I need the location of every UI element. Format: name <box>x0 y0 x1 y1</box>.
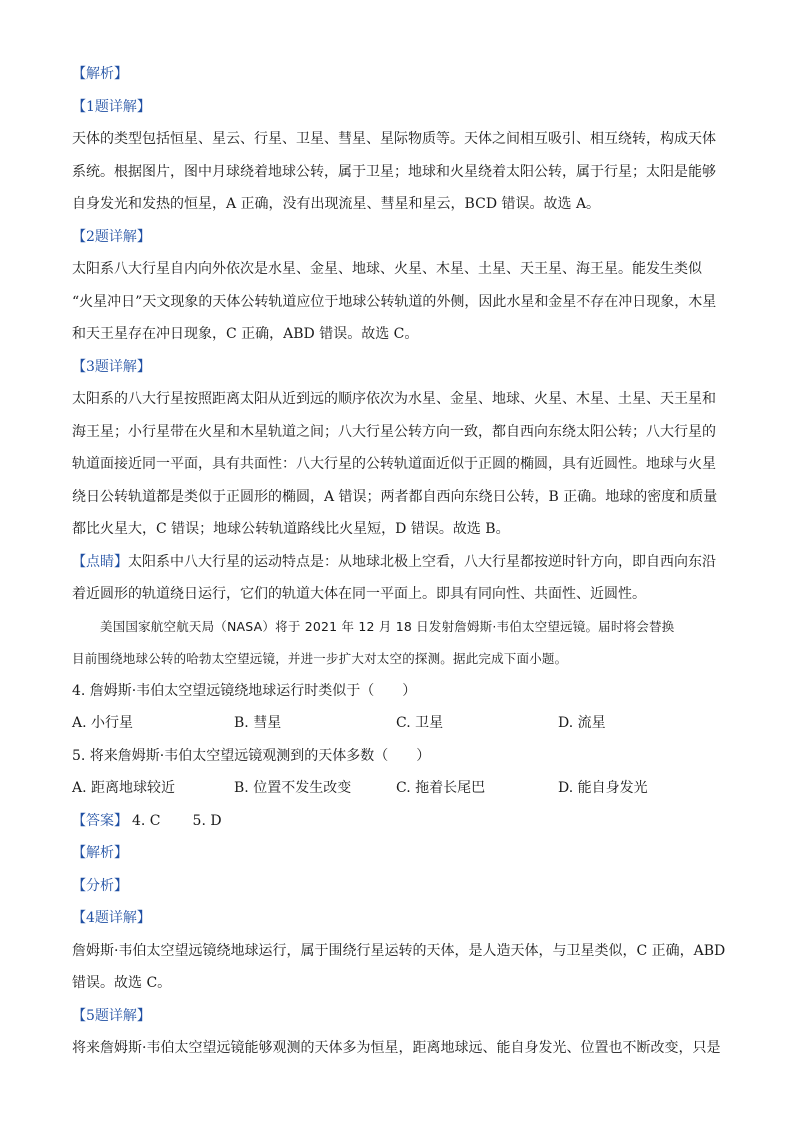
q3-text-line: 绕日公转轨道都是类似于正圆形的椭圆，A 错误；两者都自西向东绕日公转，B 正确。地球的密度和质量 <box>72 488 718 505</box>
q4-text-line: 错误。故选 C。 <box>72 975 172 991</box>
q2-text-line: 和天王星存在冲日现象，C 正确，ABD 错误。故选 C。 <box>72 326 419 342</box>
q3-text-line: 都比火星大，C 错误；地球公转轨道路线比火星短，D 错误。故选 B。 <box>72 521 510 537</box>
dianjing-text: 太阳系中八大行星的运动特点是：从地球北极上空看，八大行星都按逆时针方向，即自西向东沿 <box>128 553 716 570</box>
q4-option-a: A. 小行星 <box>72 715 134 731</box>
section-heading-jiexi: 【解析】 <box>72 66 128 82</box>
q3-text-line: 太阳系的八大行星按照距离太阳从近到远的顺序依次为水星、金星、地球、火星、木星、土星、天王星和 <box>72 391 716 407</box>
q1-heading: 【1题详解】 <box>72 98 151 115</box>
answer-4: 4. C <box>132 812 161 829</box>
dianjing-text-line: 着近圆形的轨道绕日运行，它们的轨道大体在同一平面上。即具有同向性、共面性、近圆性。 <box>72 586 646 602</box>
passage-line: 美国国家航空航天局（NASA）将于 2021 年 12 月 18 日发射詹姆斯·韦伯太空望远镜。届时将会替换 <box>100 618 675 634</box>
q5-option-d: D. 能自身发光 <box>558 780 648 796</box>
q3-heading: 【3题详解】 <box>72 358 151 375</box>
q5-heading: 【5题详解】 <box>72 1007 151 1024</box>
q1-text-line: 天体的类型包括恒星、星云、行星、卫星、彗星、星际物质等。天体之间相互吸引、相互绕转，构成天体 <box>72 131 716 147</box>
section-heading-fenxi: 【分析】 <box>72 877 128 894</box>
answer-5: 5. D <box>192 812 222 829</box>
q5-text-line: 将来詹姆斯·韦伯太空望远镜能够观测的天体多为恒星，距离地球远、能自身发光、位置也不断改变，只是 <box>72 1040 721 1056</box>
answer-line <box>72 805 722 838</box>
q4-text-line: 詹姆斯·韦伯太空望远镜绕地球运行，属于围绕行星运转的天体，是人造天体，与卫星类似，C 正确，ABD <box>72 942 726 959</box>
q4-options <box>72 707 722 740</box>
q5-option-a: A. 距离地球较近 <box>72 780 176 796</box>
q4-option-b: B. 彗星 <box>234 715 282 731</box>
q4-stem: 4. 詹姆斯·韦伯太空望远镜绕地球运行时类似于（ ） <box>72 682 417 699</box>
q5-stem: 5. 将来詹姆斯·韦伯太空望远镜观测到的天体多数（ ） <box>72 747 431 764</box>
q5-option-c: C. 拖着长尾巴 <box>396 780 486 796</box>
q3-text-line: 轨道面接近同一平面，具有共面性：八大行星的公转轨道面近似于正圆的椭圆，具有近圆性。地球与火星 <box>72 456 716 472</box>
q4-option-c: C. 卫星 <box>396 715 444 731</box>
section-heading-jiexi: 【解析】 <box>72 845 128 861</box>
q5-option-b: B. 位置不发生改变 <box>234 780 352 796</box>
q3-text-line: 海王星；小行星带在火星和木星轨道之间；八大行星公转方向一致，都自西向东绕太阳公转；八大行星的 <box>72 423 716 440</box>
answer-tag: 【答案】 <box>72 812 128 829</box>
q1-text-line: 系统。根据图片，图中月球绕着地球公转，属于卫星；地球和火星绕着太阳公转，属于行星；太阳是能够 <box>72 163 716 180</box>
q1-text-line: 自身发光和发热的恒星，A 正确，没有出现流星、彗星和星云，BCD 错误。故选 A。 <box>72 196 601 212</box>
dianjing-tag: 【点睛】 <box>72 553 128 570</box>
q2-text-line: 太阳系八大行星自内向外依次是水星、金星、地球、火星、木星、土星、天王星、海王星。能发生类似 <box>72 261 702 277</box>
q2-heading: 【2题详解】 <box>72 228 151 245</box>
passage-line: 目前围绕地球公转的哈勃太空望远镜，并进一步扩大对太空的探测。据此完成下面小题。 <box>72 650 568 666</box>
q5-options <box>72 772 722 805</box>
document-page <box>72 58 726 1065</box>
dianjing-line <box>72 546 722 579</box>
q4-heading: 【4题详解】 <box>72 910 151 926</box>
q2-text-line: “火星冲日”天文现象的天体公转轨道应位于地球公转轨道的外侧，因此水星和金星不存在冲日现象，木星 <box>72 293 717 310</box>
q4-option-d: D. 流星 <box>558 715 606 731</box>
